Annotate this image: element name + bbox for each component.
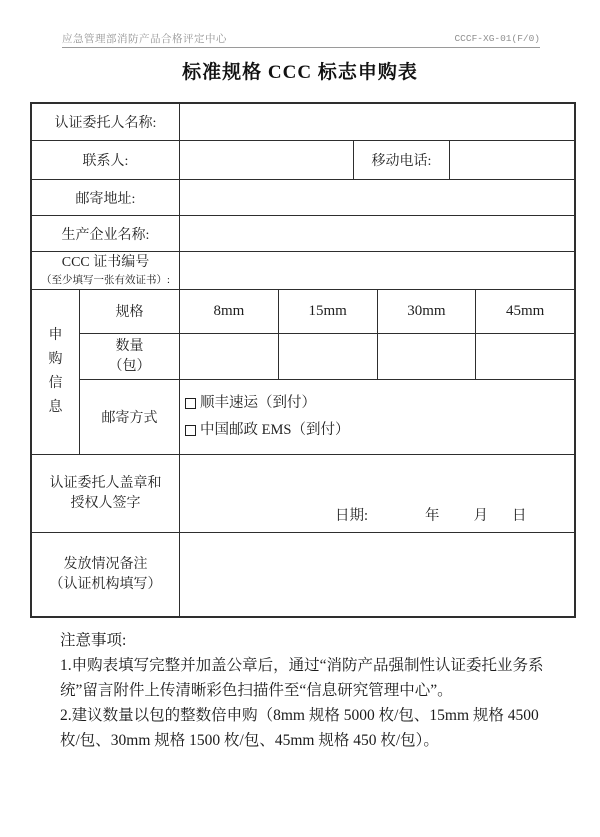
purchase-info-section	[32, 290, 574, 455]
remarks-input[interactable]	[180, 533, 574, 616]
spec-col-30mm: 30mm	[378, 290, 477, 333]
seal-signature-label-line2: 授权人签字	[70, 495, 141, 511]
note-item-1: 1.申购表填写完整并加盖公章后，通过“消防产品强制性认证委托业务系统”留言附件上传清晰彩色扫描件至“信息研究管理中心”。	[60, 657, 544, 699]
address-input[interactable]	[180, 180, 574, 215]
purchase-info-char: 信	[48, 376, 63, 391]
header-org-name: 应急管理部消防产品合格评定中心	[62, 34, 227, 45]
header-rule	[62, 47, 540, 48]
quantity-input-45mm[interactable]	[476, 334, 574, 380]
ccc-cert-label	[32, 252, 180, 289]
applicant-name-row	[32, 104, 574, 141]
remarks-label-line1: 发放情况备注	[63, 556, 148, 572]
seal-signature-row	[32, 455, 574, 533]
shipping-options-cell	[180, 380, 574, 454]
mobile-input[interactable]	[450, 141, 574, 179]
shipping-option-ems[interactable]	[185, 417, 349, 444]
checkbox-icon[interactable]	[185, 425, 196, 436]
quantity-row	[80, 334, 574, 381]
ccc-cert-label-line1: CCC 证书编号	[61, 255, 150, 270]
notes-heading: 注意事项:	[60, 632, 127, 649]
contact-input[interactable]	[180, 141, 354, 179]
shipping-row	[80, 380, 574, 454]
shipping-option-sf-label: 顺丰速运（到付）	[200, 395, 316, 412]
manufacturer-input[interactable]	[180, 216, 574, 251]
spec-col-8mm: 8mm	[180, 290, 279, 333]
remarks-row	[32, 533, 574, 616]
header-doc-code: CCCF-XG-01(F/0)	[454, 33, 540, 44]
date-label: 日期:	[335, 508, 369, 524]
purchase-info-char: 申	[48, 328, 63, 343]
quantity-input-30mm[interactable]	[378, 334, 477, 380]
notes-section	[60, 628, 552, 753]
mobile-label: 移动电话:	[354, 141, 450, 179]
checkbox-icon[interactable]	[185, 398, 196, 409]
quantity-label-line2: （包）	[108, 358, 151, 374]
shipping-option-sf[interactable]	[185, 390, 316, 417]
spec-row	[80, 290, 574, 334]
quantity-input-15mm[interactable]	[279, 334, 378, 380]
address-label: 邮寄地址:	[32, 180, 180, 215]
date-year-label: 年	[425, 508, 440, 524]
shipping-option-ems-label: 中国邮政 EMS（到付）	[200, 422, 350, 439]
spec-col-15mm: 15mm	[279, 290, 378, 333]
spec-label: 规格	[80, 290, 180, 333]
spec-col-45mm: 45mm	[505, 302, 545, 319]
page-title: 标准规格 CCC 标志申购表	[182, 62, 418, 83]
note-item-2: 2.建议数量以包的整数倍申购（8mm 规格 5000 枚/包、15mm 规格 4500 枚/包、30mm 规格 1500 枚/包、45mm 规格 450 枚/包）。	[60, 707, 539, 749]
seal-signature-label-line1: 认证委托人盖章和	[49, 475, 162, 491]
date-day-label: 日	[512, 508, 527, 524]
ccc-cert-label-line2: （至少填写一张有效证书）:	[41, 275, 170, 286]
ccc-cert-row	[32, 252, 574, 290]
remarks-label	[32, 533, 180, 616]
purchase-info-char: 购	[48, 352, 63, 367]
date-month-label: 月	[473, 508, 489, 524]
applicant-name-label: 认证委托人名称:	[32, 104, 180, 140]
purchase-info-char: 息	[48, 400, 63, 415]
quantity-input-8mm[interactable]	[180, 334, 279, 380]
manufacturer-row	[32, 216, 574, 252]
date-line	[180, 504, 527, 525]
application-form-table	[30, 102, 576, 618]
seal-signature-label	[32, 455, 180, 532]
seal-signature-input[interactable]	[180, 455, 574, 532]
manufacturer-label: 生产企业名称:	[32, 216, 180, 251]
quantity-label-line1: 数量	[115, 338, 144, 354]
ccc-cert-input[interactable]	[180, 252, 574, 289]
purchase-info-grid	[80, 290, 574, 454]
shipping-label: 邮寄方式	[80, 380, 180, 454]
applicant-name-input[interactable]	[180, 104, 574, 140]
address-row	[32, 180, 574, 216]
quantity-label	[80, 334, 180, 380]
contact-row	[32, 141, 574, 180]
purchase-info-vertical-label	[32, 290, 80, 454]
contact-label: 联系人:	[32, 141, 180, 179]
remarks-label-line2: （认证机构填写）	[49, 576, 162, 592]
